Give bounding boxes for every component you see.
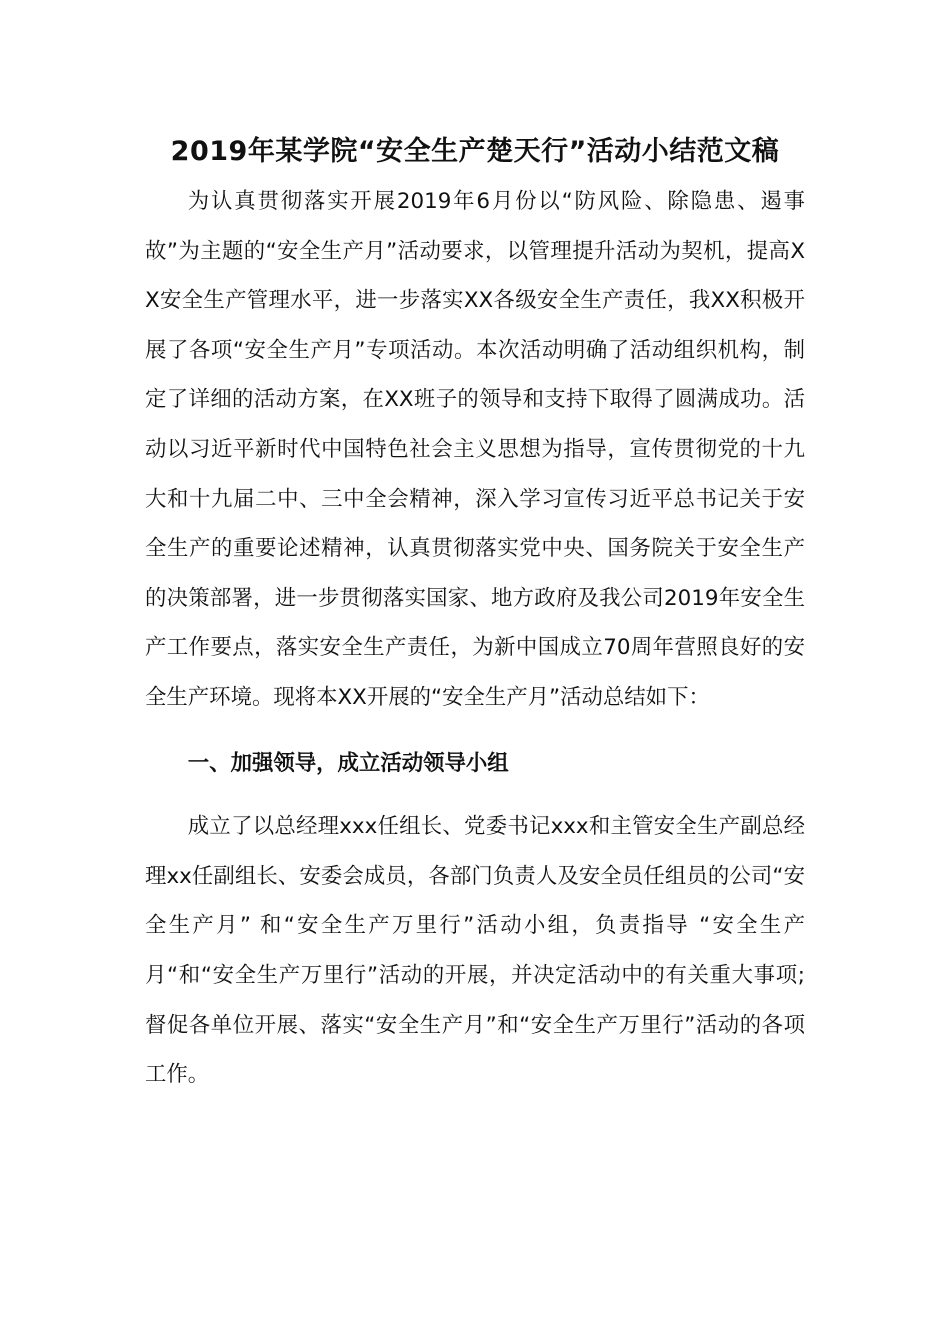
document-title: 2019年某学院“安全生产楚天行”活动小结范文稿 bbox=[170, 136, 780, 167]
intro-paragraph: 为认真贯彻落实开展2019年6月份以“防风险、除隐患、遏事故”为主题的“安全生产月”活动要求，以管理提升活动为契机，提高XX安全生产管理水平，进一步落实XX各级安全生产责任，我XX积极开展了各项“安全生产月”专项活动。本次活动明确了活动组织机构，制定了详细的活动方案，在XX班子的领导和支持下取得了圆满成功。活动以习近平新时代中国特色社会主义思想为指导，宣传贯彻党的十九大和十九届二中、三中全会精神，深入学习宣传习近平总书记关于安全生产的重要论述精神，认真贯彻落实党中央、国务院关于安全生产的决策部署，进一步贯彻落实国家、地方政府及我公司2019年安全生产工作要点，落实安全生产责任，为新中国成立70周年营照良好的安全生产环境。现将本XX开展的“安全生产月”活动总结如下： bbox=[145, 189, 805, 710]
document-body bbox=[145, 130, 805, 1100]
body-paragraph: 成立了以总经理xxx任组长、党委书记xxx和主管安全生产副总经理xx任副组长、安委会成员，各部门负责人及安全员任组员的公司“安全生产月” 和“安全生产万里行”活动小组，负责指导 “安全生产月“和“安全生产万里行”活动的开展，并决定活动中的有关重大事项;督促各单位开展、落实“安全生产月”和“安全生产万里行”活动的各项工作。 bbox=[145, 814, 805, 1088]
section-heading: 一、加强领导，成立活动领导小组 bbox=[187, 750, 509, 776]
